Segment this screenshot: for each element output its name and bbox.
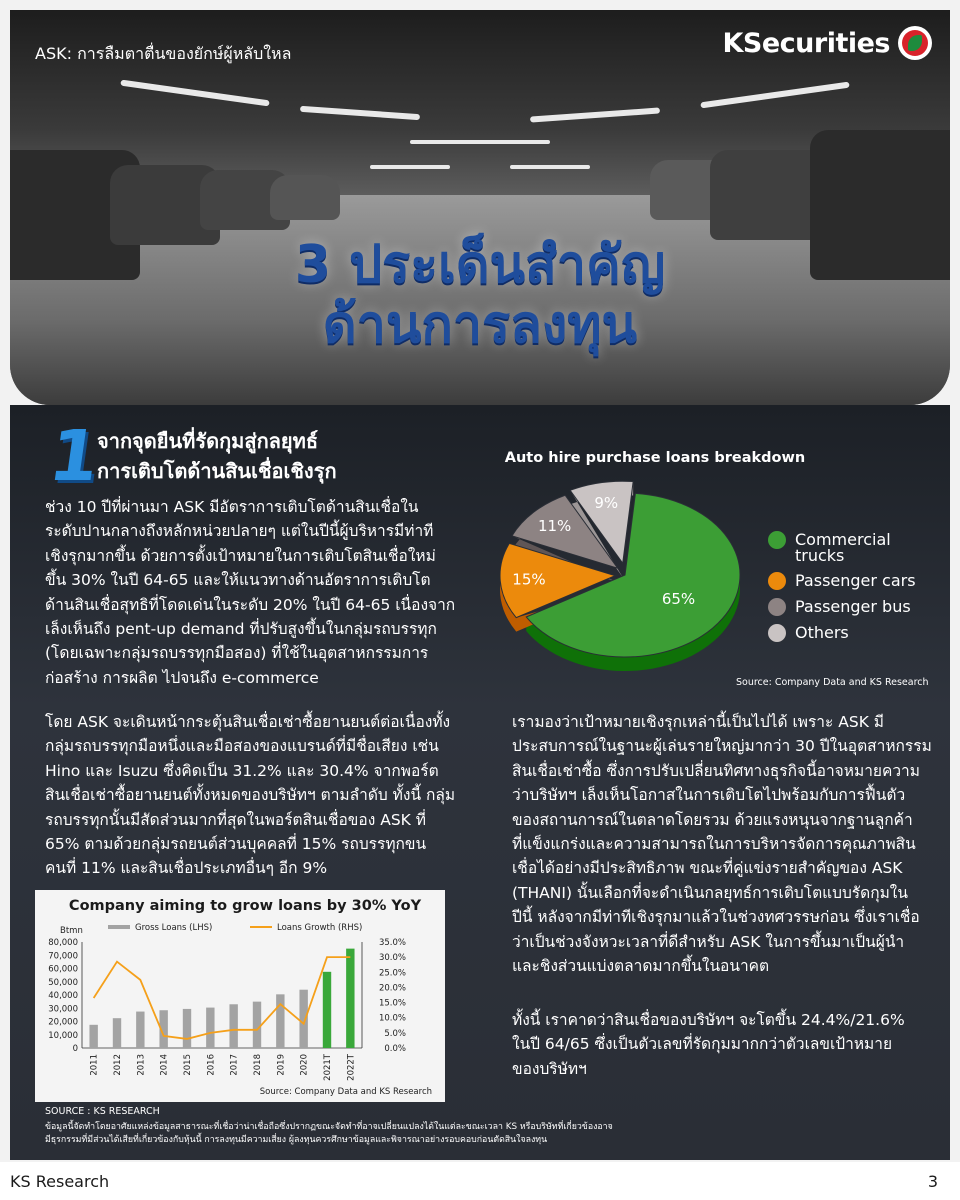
paragraph-line: เล็งเห็นถึง pent-up demand ที่ปรับสูงขึ้นในกลุ่มรถบรรทุก (45, 620, 437, 639)
kbank-leaf-icon (898, 26, 932, 60)
legend-swatch (768, 624, 786, 642)
legend-label: Commercial trucks (795, 530, 891, 565)
paragraph-line: ของบริษัทฯ (512, 1059, 587, 1078)
y2-tick-label: 15.0% (378, 998, 406, 1009)
growth-line (94, 957, 351, 1039)
bar-2019 (276, 994, 284, 1048)
y2-tick-label: 25.0% (378, 968, 406, 979)
paragraph-line: ในปี 64/65 ซึ่งเป็นตัวเลขที่รัดกุมมากกว่าตัวเลขเป้าหมาย (512, 1035, 893, 1054)
x-tick-label: 2018 (253, 1054, 263, 1076)
paragraph-3 (512, 710, 932, 978)
y2-tick-label: 30.0% (378, 953, 406, 964)
section-number: 1 (44, 415, 105, 497)
bar-2021T (323, 972, 331, 1048)
paragraph-line: และชิงส่วนแบ่งตลาดมากขึ้นในอนาคต (512, 957, 770, 976)
x-tick-label: 2019 (276, 1054, 287, 1076)
paragraph-line: 65% ตามด้วยกลุ่มรถยนต์ส่วนบุคคลที่ 15% รถบรรทุกขน (45, 835, 427, 854)
paragraph-line: Hino และ Isuzu ซึ่งคิดเป็น 31.2% และ 30.4% จากพอร์ต (45, 761, 439, 780)
legend-label: Loans Growth (RHS) (277, 923, 363, 933)
y2-tick-label: 35.0% (378, 938, 406, 948)
paragraph-line: รถบรรทุกนั้นมีสัดส่วนมากที่สุดในพอร์ตสินเชื่อของ ASK ที่ (45, 810, 426, 829)
pie-value-label: 9% (594, 493, 619, 512)
y-tick-label: 80,000 (48, 938, 78, 948)
x-tick-label: 2020 (299, 1054, 310, 1076)
y2-tick-label: 0.0% (384, 1044, 406, 1054)
hero-title-line2: ด้านการลงทุน (322, 295, 638, 355)
legend-item (768, 625, 916, 642)
y-tick-label: 10,000 (48, 1030, 78, 1041)
paragraph-line: ด้านสินเชื่อสุทธิที่โดดเด่นในระดับ 20% ในปี 64-65 เนื่องจาก (45, 595, 456, 614)
paragraph-line: ที่แข็งแกร่งและความสามารถในการบริหารจัดการคุณภาพสิน (512, 835, 916, 854)
brand-name: KSecurities (722, 27, 890, 59)
pie-value-label: 15% (512, 570, 546, 589)
y-axis-title: Btmn (60, 926, 83, 936)
legend-label: Gross Loans (LHS) (135, 923, 213, 933)
paragraph-line: เรามองว่าเป้าหมายเชิงรุกเหล่านี้เป็นไปได้ เพราะ ASK มี (512, 713, 884, 731)
bar-2018 (253, 1002, 261, 1048)
y2-tick-label: 20.0% (378, 983, 406, 994)
bar-2017 (229, 1004, 237, 1048)
y2-tick-label: 5.0% (384, 1028, 406, 1039)
y-tick-label: 60,000 (48, 964, 78, 975)
footer-bar (0, 1162, 960, 1200)
bar-2015 (183, 1009, 191, 1048)
hero-title-line1: 3 ประเด็นสำคัญ (294, 235, 666, 295)
bar-legend (108, 923, 362, 933)
bar-2020 (299, 990, 307, 1048)
pie-value-label: 65% (661, 590, 696, 609)
x-tick-label: 2017 (229, 1054, 240, 1076)
bar-2012 (113, 1018, 121, 1048)
legend-item (768, 532, 916, 564)
paragraph-line: โดย ASK จะเดินหน้ากระตุ้นสินเชื่อเช่าซื้อยานยนต์ต่อเนื่องทั้ง (45, 713, 451, 731)
paragraph-1 (45, 495, 475, 690)
pie-chart (500, 470, 760, 680)
x-tick-label: 2013 (136, 1054, 147, 1076)
paragraph-line: (โดยเฉพาะกลุ่มรถบรรทุกมือสอง) ที่ใช้ในอุตสาหกรรมการ (45, 644, 429, 663)
paragraph-line: ทั้งนี้ เราคาดว่าสินเชื่อของบริษัทฯ จะโตขึ้น 24.4%/21.6% (512, 1011, 905, 1029)
x-tick-label: 2016 (206, 1054, 217, 1076)
paragraph-line: ประสบการณ์ในฐานะผู้เล่นรายใหญ่มากว่า 30 ปีในอุตสาหกรรม (512, 737, 932, 756)
y-tick-label: 70,000 (48, 951, 78, 962)
paragraph-line: สินเชื่อเช่าซื้อ ซึ่งการปรับเปลี่ยนทิศทางธุรกิจนี้อาจหมายความ (512, 761, 920, 780)
legend-swatch (108, 925, 130, 929)
ksecurities-logo (722, 26, 932, 60)
x-tick-label: 2015 (183, 1054, 193, 1076)
y-tick-label: 30,000 (48, 1004, 78, 1015)
section-title-line2: การเติบโตด้านสินเชื่อเชิงรุก (97, 459, 337, 483)
document-title: ASK: การลืมตาตื่นของยักษ์ผู้หลับใหล (35, 44, 292, 63)
paragraph-line: สินเชื่อเช่าซื้อยานยนต์ทั้งหมดของบริษัทฯ ตามลำดับ ทั้งนี้ กลุ่ม (45, 786, 456, 805)
pie-chart-title: Auto hire purchase loans breakdown (504, 450, 806, 466)
x-tick-label: 2021T (323, 1054, 333, 1081)
x-tick-label: 2011 (89, 1054, 100, 1076)
paragraph-line: (THANI) นั้นเลือกที่จะดำเนินกลยุทธ์การเติบโตแบบรัดกุมใน (512, 883, 908, 902)
y-tick-label: 40,000 (48, 991, 78, 1001)
paragraph-line: ก่อสร้าง การผลิต ไปจนถึง e-commerce (45, 668, 319, 687)
paragraph-line: ระดับปานกลางถึงหลักหน่วยปลายๆ แต่ในปีนี้ผู้บริหารมีท่าที (45, 522, 434, 541)
x-tick-label: 2012 (113, 1054, 123, 1076)
paragraph-line: ว่าเป็นช่วงจังหวะเวลาที่ดีสำหรับ ASK ในการขึ้นมาเป็นผู้นำ (512, 932, 905, 951)
disclaimer-line: ข้อมูลนี้จัดทำโดยอาศัยแหล่งข้อมูลสาธารณะที่เชื่อว่าน่าเชื่อถือซึ่งปรากฏขณะจัดทำที่อาจเปลี่ยนแปลงได้ในแต่ละขณะเวลา KS หรือบริษัทที่เกี่ยวข้องอาจ (45, 1122, 613, 1132)
pie-source-note: Source: Company Data and KS Research (736, 677, 929, 688)
legend-label: Passenger bus (795, 597, 911, 616)
legend-swatch (768, 572, 786, 590)
paragraph-line: ของสถานการณ์ในตลาดโดยรวม ด้วยแรงหนุนจากฐานลูกค้า (512, 810, 913, 829)
x-tick-label: 2022T (346, 1054, 357, 1081)
bar-2022T (346, 949, 354, 1048)
pie-legend (768, 532, 916, 651)
bar-source-note: Source: Company Data and KS Research (259, 1087, 432, 1097)
page-number: 3 (927, 1172, 938, 1191)
paragraph-line: ช่วง 10 ปีที่ผ่านมา ASK มีอัตราการเติบโตด้านสินเชื่อใน (45, 498, 419, 516)
y-tick-label: 20,000 (48, 1017, 78, 1028)
y2-tick-label: 10.0% (378, 1013, 406, 1024)
paragraph-line: กลุ่มรถบรรทุกมือหนึ่งและมือสองของแบรนด์ที่มีชื่อเสียง เช่น (45, 737, 439, 756)
pie-value-label: 11% (537, 517, 572, 536)
paragraph-line: เชิงรุกมากขึ้น ด้วยการตั้งเป้าหมายในการเติบโตสินเชื่อใหม่ (45, 546, 436, 565)
paragraph-line: เชื่อได้อย่างมีประสิทธิภาพ ขณะที่คู่แข่งรายสำคัญของ ASK (512, 859, 903, 878)
disclaimer (45, 1121, 925, 1147)
bar-2011 (89, 1025, 97, 1048)
bar-chart (40, 912, 440, 1102)
footer-publisher: KS Research (10, 1172, 110, 1191)
x-tick-label: 2014 (159, 1054, 170, 1076)
source-label: SOURCE : KS RESEARCH (45, 1106, 160, 1117)
legend-swatch (768, 598, 786, 616)
section-title-line1: จากจุดยืนที่รัดกุมสู่กลยุทธ์ (97, 429, 319, 453)
bar-2013 (136, 1012, 144, 1048)
y-tick-label: 50,000 (48, 977, 78, 988)
paragraph-line: ขึ้น 30% ในปี 64-65 และให้แนวทางด้านอัตราการเติบโต (45, 571, 431, 590)
section-title (97, 426, 337, 486)
paragraph-line: ว่าบริษัทฯ เล็งเห็นโอกาสในการเติบโตไปพร้อมกับการฟื้นตัว (512, 786, 906, 805)
disclaimer-line: มีธุรกรรมที่มีส่วนได้เสียที่เกี่ยวข้องกับหุ้นนี้ การลงทุนมีความเสี่ยง ผู้ลงทุนควรศึกษาข้อมูลและพิจารณาอย่างรอบคอบก่อนตัดสินใจลงทุน (45, 1135, 548, 1145)
paragraph-line: ปีนี้ หลังจากมีท่าทีเชิงรุกมาแล้วในช่วงทศวรรษก่อน ซึ่งเราเชื่อ (512, 908, 920, 927)
legend-label: Passenger cars (795, 571, 916, 590)
legend-swatch (768, 531, 786, 549)
bar-2016 (206, 1008, 214, 1048)
paragraph-4 (512, 1008, 932, 1081)
paragraph-line: คนที่ 11% และสินเชื่อประเภทอื่นๆ อีก 9% (45, 859, 328, 878)
paragraph-2 (45, 710, 485, 881)
y-tick-label: 0 (72, 1044, 78, 1054)
legend-item (768, 573, 916, 590)
legend-item (768, 599, 916, 616)
bar-chart-title: Company aiming to grow loans by 30% YoY (68, 898, 422, 914)
hero-title (0, 235, 960, 355)
legend-label: Others (795, 623, 849, 642)
